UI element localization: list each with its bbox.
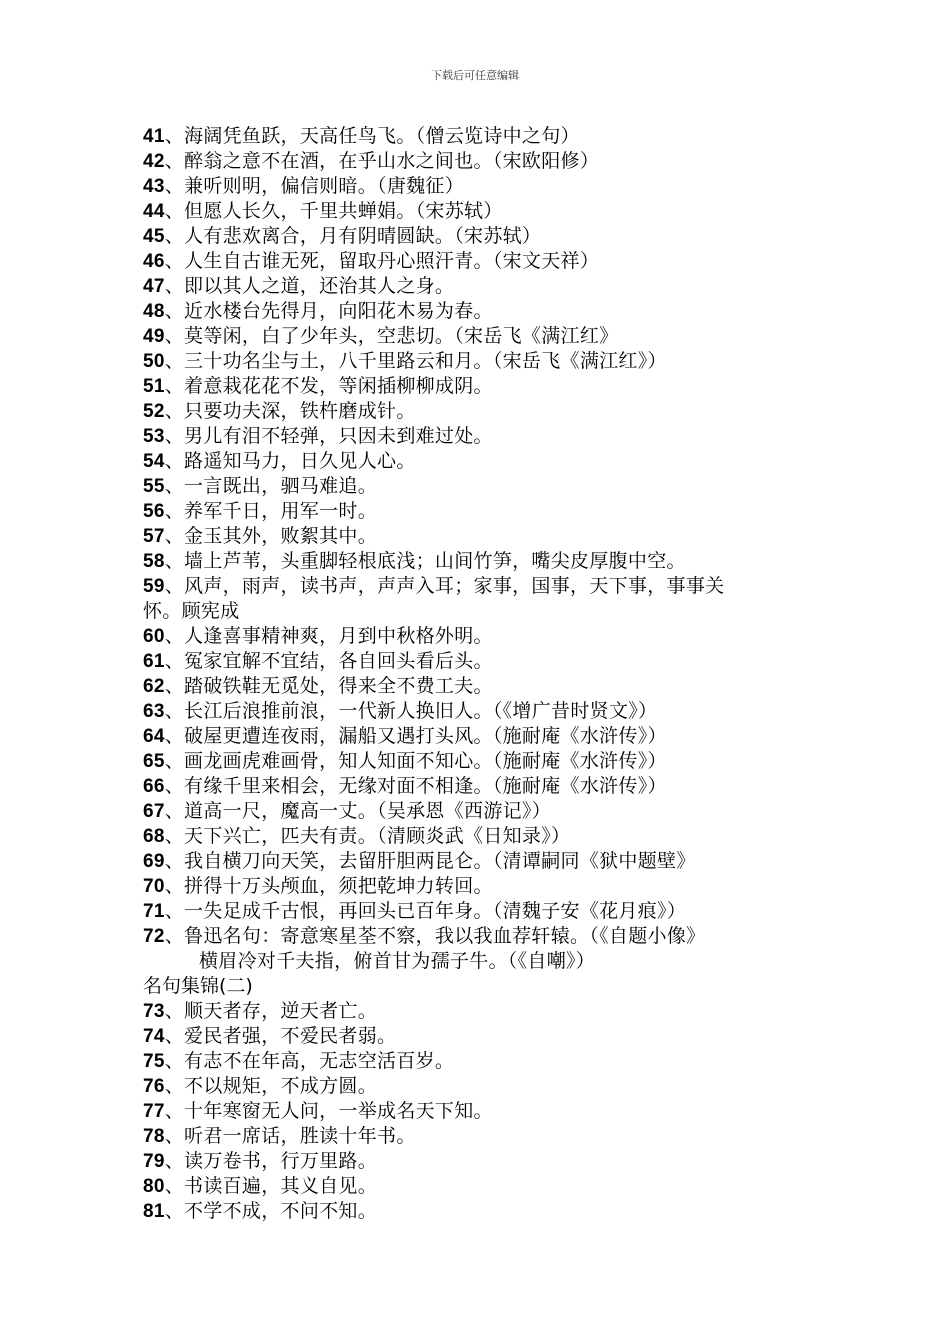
quote-number: 53 bbox=[143, 426, 165, 447]
quote-text: 、路遥知马力，日久见人心。 bbox=[164, 450, 416, 472]
quote-number: 70 bbox=[143, 876, 165, 897]
quote-text: 、金玉其外，败絮其中。 bbox=[164, 525, 378, 547]
quote-number: 44 bbox=[143, 201, 165, 222]
quote-text: 、人生自古谁无死，留取丹心照汗青。（宋文天祥） bbox=[164, 250, 600, 272]
quote-text: 、我自横刀向天笑，去留肝胆两昆仑。（清谭嗣同《狱中题壁》 bbox=[164, 850, 696, 872]
quote-line bbox=[143, 724, 823, 749]
quote-line bbox=[143, 399, 823, 424]
quote-text: 、不以规矩，不成方圆。 bbox=[164, 1075, 378, 1097]
quote-text: 、十年寒窗无人问，一举成名天下知。 bbox=[164, 1100, 493, 1122]
quote-number: 56 bbox=[143, 501, 165, 522]
quote-line bbox=[143, 474, 823, 499]
quote-number: 50 bbox=[143, 351, 165, 372]
quote-number: 66 bbox=[143, 776, 165, 797]
quote-text: 、男儿有泪不轻弹，只因未到难过处。 bbox=[164, 425, 493, 447]
quote-text: 、养军千日，用军一时。 bbox=[164, 500, 378, 522]
quote-line bbox=[143, 574, 823, 599]
quote-line bbox=[143, 1199, 823, 1224]
quote-line bbox=[143, 649, 823, 674]
quote-number: 69 bbox=[143, 851, 165, 872]
quote-line-continuation: 横眉冷对千夫指，俯首甘为孺子牛。（《自嘲》） bbox=[199, 950, 596, 972]
quote-number: 52 bbox=[143, 401, 165, 422]
quote-number: 55 bbox=[143, 476, 165, 497]
quote-number: 73 bbox=[143, 1001, 165, 1022]
quote-line bbox=[143, 799, 823, 824]
quote-number: 47 bbox=[143, 276, 165, 297]
quote-number: 71 bbox=[143, 901, 165, 922]
quote-number: 42 bbox=[143, 151, 165, 172]
quote-text: 、听君一席话，胜读十年书。 bbox=[164, 1125, 416, 1147]
quote-text: 、爱民者强，不爱民者弱。 bbox=[164, 1025, 397, 1047]
section-title: 名句集锦(二) bbox=[143, 975, 253, 997]
quote-line bbox=[143, 899, 823, 924]
quote-line bbox=[143, 674, 823, 699]
quote-number: 57 bbox=[143, 526, 165, 547]
quote-text: 、读万卷书，行万里路。 bbox=[164, 1150, 378, 1172]
quote-text: 、破屋更遭连夜雨，漏船又遇打头风。（施耐庵《水浒传》） bbox=[164, 725, 667, 747]
quote-number: 49 bbox=[143, 326, 165, 347]
quote-line bbox=[143, 224, 823, 249]
quote-number: 77 bbox=[143, 1101, 165, 1122]
quote-line bbox=[143, 624, 823, 649]
quote-text: 、墙上芦苇，头重脚轻根底浅；山间竹笋，嘴尖皮厚腹中空。 bbox=[164, 550, 686, 572]
quote-text: 、鲁迅名句：寄意寒星荃不察，我以我血荐轩辕。（《自题小像》 bbox=[164, 925, 706, 947]
quote-list bbox=[143, 124, 823, 1224]
quote-text: 、兼听则明，偏信则暗。（唐魏征） bbox=[164, 175, 465, 197]
quote-text: 、有志不在年高，无志空活百岁。 bbox=[164, 1050, 455, 1072]
quote-line bbox=[143, 424, 823, 449]
quote-text: 、踏破铁鞋无觅处，得来全不费工夫。 bbox=[164, 675, 493, 697]
quote-line bbox=[143, 549, 823, 574]
quote-line bbox=[143, 299, 823, 324]
quote-line bbox=[143, 249, 823, 274]
quote-number: 51 bbox=[143, 376, 165, 397]
quote-line bbox=[143, 699, 823, 724]
quote-list-part1 bbox=[143, 124, 823, 599]
quote-text: 、着意栽花花不发，等闲插柳柳成阴。 bbox=[164, 375, 493, 397]
quote-line bbox=[143, 499, 823, 524]
quote-number: 68 bbox=[143, 826, 165, 847]
quote-line bbox=[143, 1124, 823, 1149]
quote-text: 、拼得十万头颅血，须把乾坤力转回。 bbox=[164, 875, 493, 897]
quote-number: 45 bbox=[143, 226, 165, 247]
quote-text: 、一失足成千古恨，再回头已百年身。（清魏子安《花月痕》） bbox=[164, 900, 687, 922]
quote-text: 、长江后浪推前浪，一代新人换旧人。（《增广昔时贤文》） bbox=[164, 700, 658, 722]
quote-text: 、一言既出，驷马难追。 bbox=[164, 475, 378, 497]
quote-number: 61 bbox=[143, 651, 165, 672]
quote-text: 、三十功名尘与土，八千里路云和月。（宋岳飞《满江红》） bbox=[164, 350, 667, 372]
quote-number: 76 bbox=[143, 1076, 165, 1097]
quote-number: 75 bbox=[143, 1051, 165, 1072]
quote-line bbox=[143, 1174, 823, 1199]
quote-number: 43 bbox=[143, 176, 165, 197]
quote-line bbox=[143, 1049, 823, 1074]
quote-line bbox=[143, 849, 823, 874]
quote-text: 、海阔凭鱼跃，天高任鸟飞。（僧云览诗中之句） bbox=[164, 125, 580, 147]
quote-number: 54 bbox=[143, 451, 165, 472]
quote-line bbox=[143, 199, 823, 224]
quote-text: 、醉翁之意不在酒，在乎山水之间也。（宋欧阳修） bbox=[164, 150, 600, 172]
page-header: 下载后可任意编辑 bbox=[431, 69, 519, 82]
quote-text: 、即以其人之道，还治其人之身。 bbox=[164, 275, 455, 297]
quote-text: 、冤家宜解不宜结，各自回头看后头。 bbox=[164, 650, 493, 672]
quote-number: 46 bbox=[143, 251, 165, 272]
quote-list-part3 bbox=[143, 999, 823, 1224]
quote-number: 59 bbox=[143, 576, 165, 597]
quote-text: 、书读百遍，其义自见。 bbox=[164, 1175, 378, 1197]
quote-line bbox=[143, 274, 823, 299]
quote-line bbox=[143, 449, 823, 474]
quote-line bbox=[143, 1149, 823, 1174]
quote-list-part2 bbox=[143, 624, 823, 949]
quote-line bbox=[143, 749, 823, 774]
quote-line bbox=[143, 324, 823, 349]
quote-line bbox=[143, 349, 823, 374]
quote-line bbox=[143, 874, 823, 899]
quote-number: 64 bbox=[143, 726, 165, 747]
quote-line bbox=[143, 149, 823, 174]
quote-line bbox=[143, 924, 823, 949]
quote-number: 78 bbox=[143, 1126, 165, 1147]
quote-text: 、道高一尺，魔高一丈。（吴承恩《西游记》） bbox=[164, 800, 552, 822]
quote-number: 60 bbox=[143, 626, 165, 647]
quote-text: 、有缘千里来相会，无缘对面不相逢。（施耐庵《水浒传》） bbox=[164, 775, 667, 797]
quote-text: 、人有悲欢离合，月有阴晴圆缺。（宋苏轼） bbox=[164, 225, 542, 247]
quote-number: 79 bbox=[143, 1151, 165, 1172]
quote-line bbox=[143, 124, 823, 149]
quote-number: 58 bbox=[143, 551, 165, 572]
quote-line bbox=[143, 374, 823, 399]
quote-number: 48 bbox=[143, 301, 165, 322]
quote-line bbox=[143, 1099, 823, 1124]
quote-text: 、但愿人长久，千里共蝉娟。（宋苏轼） bbox=[164, 200, 503, 222]
quote-text: 、顺天者存，逆天者亡。 bbox=[164, 1000, 378, 1022]
quote-line bbox=[143, 174, 823, 199]
quote-number: 81 bbox=[143, 1201, 165, 1222]
quote-text: 、画龙画虎难画骨，知人知面不知心。（施耐庵《水浒传》） bbox=[164, 750, 667, 772]
quote-line-continuation: 怀。顾宪成 bbox=[143, 600, 240, 622]
quote-number: 62 bbox=[143, 676, 165, 697]
quote-line bbox=[143, 774, 823, 799]
quote-text: 、风声，雨声，读书声，声声入耳；家事，国事，天下事，事事关 bbox=[164, 575, 725, 597]
quote-text: 、近水楼台先得月，向阳花木易为春。 bbox=[164, 300, 493, 322]
quote-number: 41 bbox=[143, 126, 165, 147]
quote-line bbox=[143, 1074, 823, 1099]
quote-text: 、天下兴亡，匹夫有责。（清顾炎武《日知录》） bbox=[164, 825, 571, 847]
quote-text: 、不学不成，不问不知。 bbox=[164, 1200, 378, 1222]
quote-line bbox=[143, 1024, 823, 1049]
quote-number: 80 bbox=[143, 1176, 165, 1197]
quote-line bbox=[143, 824, 823, 849]
quote-line bbox=[143, 524, 823, 549]
quote-number: 74 bbox=[143, 1026, 165, 1047]
quote-number: 67 bbox=[143, 801, 165, 822]
quote-number: 65 bbox=[143, 751, 165, 772]
quote-number: 63 bbox=[143, 701, 165, 722]
quote-number: 72 bbox=[143, 926, 165, 947]
quote-text: 、只要功夫深，铁杵磨成针。 bbox=[164, 400, 416, 422]
quote-text: 、莫等闲，白了少年头，空悲切。（宋岳飞《满江红》 bbox=[164, 325, 619, 347]
quote-line bbox=[143, 999, 823, 1024]
quote-text: 、人逢喜事精神爽，月到中秋格外明。 bbox=[164, 625, 493, 647]
